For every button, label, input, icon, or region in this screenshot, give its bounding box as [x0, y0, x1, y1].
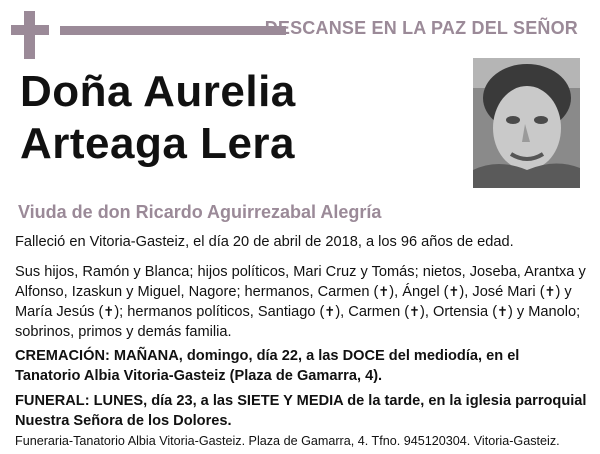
cross-icon: ✝ [497, 304, 508, 319]
funeral-home-footer: Funeraria-Tanatorio Albia Vitoria-Gasteiz. Plaza de Gamarra, 4. Tfno. 945120304. Vitoria-Gasteiz. [15, 434, 560, 448]
cross-icon: ✝ [409, 304, 421, 319]
family-paragraph [15, 262, 587, 342]
family-text: ) y Manolo; sobrinos, primos y demás familia. [15, 304, 581, 340]
cross-icon: ✝ [378, 284, 390, 299]
family-text: ), José Mari ( [459, 284, 545, 300]
deceased-name [20, 66, 296, 170]
portrait-drawing [473, 58, 580, 188]
funeral-notice: FUNERAL: LUNES, día 23, a las SIETE Y MEDIA de la tarde, en la iglesia parroquial Nuestra Señora de los Dolores. [15, 393, 587, 429]
cross-icon: ✝ [324, 304, 336, 319]
family-text: Sus hijos, Ramón y Blanca; hijos políticos, Mari Cruz y Tomás; nietos, Joseba, Arantxa y Alfonso, Izaskun y Miguel, Nagore; hermanos, Carmen ( [15, 264, 586, 300]
cross-icon: ✝ [103, 304, 115, 319]
cross-horizontal-bar [11, 25, 49, 35]
family-text: ), Carmen ( [335, 304, 410, 320]
cross-icon: ✝ [544, 284, 556, 299]
header-motto: DESCANSE EN LA PAZ DEL SEÑOR [264, 18, 578, 38]
cross-vertical-bar [24, 11, 35, 59]
portrait-photo [473, 58, 580, 188]
name-line-2: Arteaga Lera [20, 119, 296, 168]
widow-of-line: Viuda de don Ricardo Aguirrezabal Alegría [18, 202, 382, 222]
cross-icon: ✝ [448, 284, 460, 299]
cross-icon [11, 11, 49, 59]
family-text: ); hermanos políticos, Santiago ( [114, 304, 325, 320]
family-text: ), Ángel ( [389, 284, 449, 300]
family-text: ) y María Jesús ( [15, 284, 572, 320]
death-notice: Falleció en Vitoria-Gasteiz, el día 20 de abril de 2018, a los 96 años de edad. [15, 234, 514, 250]
family-text: ), Ortensia ( [420, 304, 498, 320]
name-line-1: Doña Aurelia [20, 67, 296, 116]
cremation-notice: CREMACIÓN: MAÑANA, domingo, día 22, a las DOCE del mediodía, en el Tanatorio Albia Vitoria-Gasteiz (Plaza de Gamarra, 4). [15, 348, 520, 384]
header-rule [60, 26, 286, 35]
